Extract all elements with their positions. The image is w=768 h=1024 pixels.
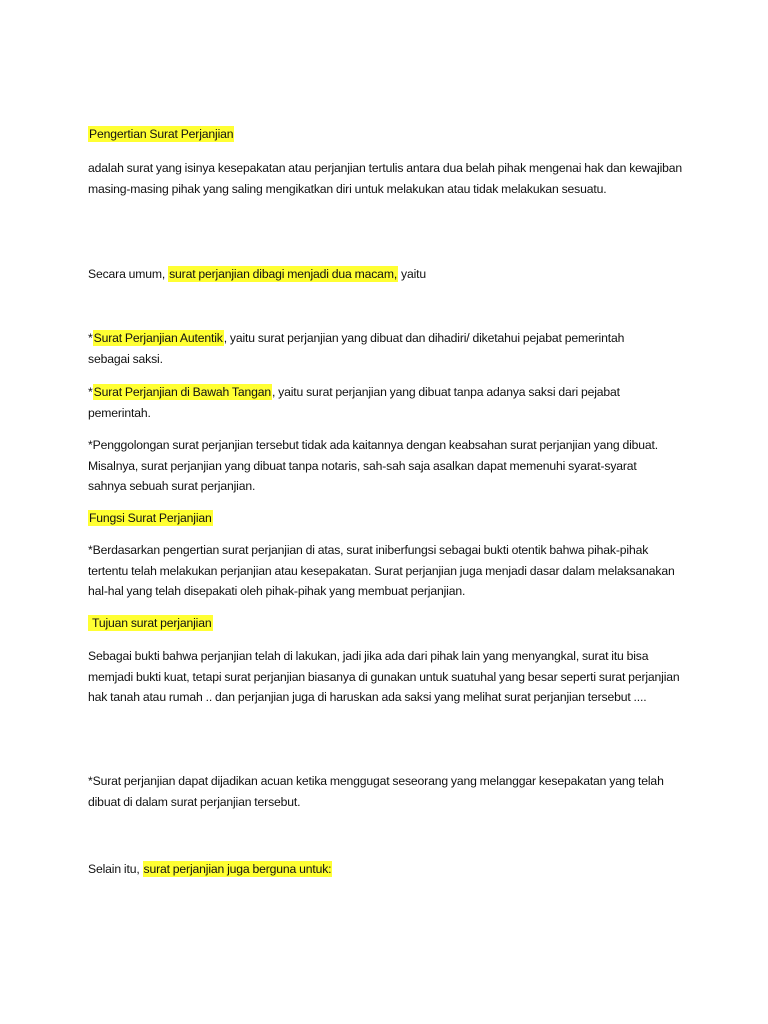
term-highlight: Surat Perjanjian Autentik (93, 331, 223, 345)
bullet-asterisk: * (88, 331, 93, 345)
list-item-bawah-tangan (88, 382, 678, 423)
paragraph-definition: adalah surat yang isinya kesepakatan atau perjanjian tertulis antara dua belah pihak mengenai hak dan kewajiban masing-masing pihak yang saling mengikatkan diri untuk melakukan atau tidak melakukan sesuatu. (88, 161, 683, 196)
paragraph-intro-types (88, 264, 688, 285)
paragraph-function: *Berdasarkan pengertian surat perjanjian di atas, surat iniberfungsi sebagai bukti otentik bahwa pihak-pihak tertentu telah melakukan perjanjian atau kesepakatan. Surat perjanjian juga menjadi dasar dalam melaksanakan hal-hal yang telah disepakati oleh pihak-pihak yang membuat perjanjian. (88, 543, 675, 599)
intro-text: Secara umum, (88, 267, 169, 281)
section-heading-fungsi (88, 508, 688, 529)
closing-text: Selain itu, (88, 862, 143, 876)
term-description: , yaitu surat perjanjian yang dibuat tanpa adanya saksi dari pejabat pemerintah. (88, 385, 620, 420)
term-description: , yaitu surat perjanjian yang dibuat dan dihadiri/ diketahui pejabat pemerintah sebagai saksi. (88, 331, 625, 366)
paragraph-reference-note: *Surat perjanjian dapat dijadikan acuan ketika menggugat seseorang yang melanggar kesepakatan yang telah dibuat di dalam surat perjanjian tersebut. (88, 774, 664, 809)
highlighted-heading: Tujuan surat perjanjian (89, 616, 212, 630)
closing-highlight: surat perjanjian juga berguna untuk: (143, 862, 332, 876)
paragraph-purpose: Sebagai bukti bahwa perjanjian telah di lakukan, jadi jika ada dari pihak lain yang menyangkal, surat itu bisa memjadi bukti kuat, tetapi surat perjanjian biasanya di gunakan untuk suatuhal yang besar seperti surat perjanjian hak tanah atau rumah .. dan perjanjian juga di haruskan ada saksi yang melihat surat perjanjian tersebut .... (88, 649, 680, 705)
section-heading-pengertian (88, 124, 688, 145)
intro-text-after: yaitu (398, 267, 426, 281)
paragraph-classification-note: *Penggolongan surat perjanjian tersebut tidak ada kaitannya dengan keabsahan surat perjanjian yang dibuat. Misalnya, surat perjanjian yang dibuat tanpa notaris, sah-sah saja asalkan dapat memenuhi syarat-syarat sahnya sebuah surat perjanjian. (88, 438, 658, 494)
section-heading-tujuan (88, 613, 688, 634)
intro-highlight: surat perjanjian dibagi menjadi dua macam, (169, 267, 398, 281)
paragraph-closing (88, 859, 688, 880)
highlighted-heading: Pengertian Surat Perjanjian (89, 127, 234, 141)
bullet-asterisk: * (88, 385, 93, 399)
list-item-autentik (88, 328, 628, 369)
term-highlight: Surat Perjanjian di Bawah Tangan (93, 385, 271, 399)
highlighted-heading: Fungsi Surat Perjanjian (89, 511, 212, 525)
